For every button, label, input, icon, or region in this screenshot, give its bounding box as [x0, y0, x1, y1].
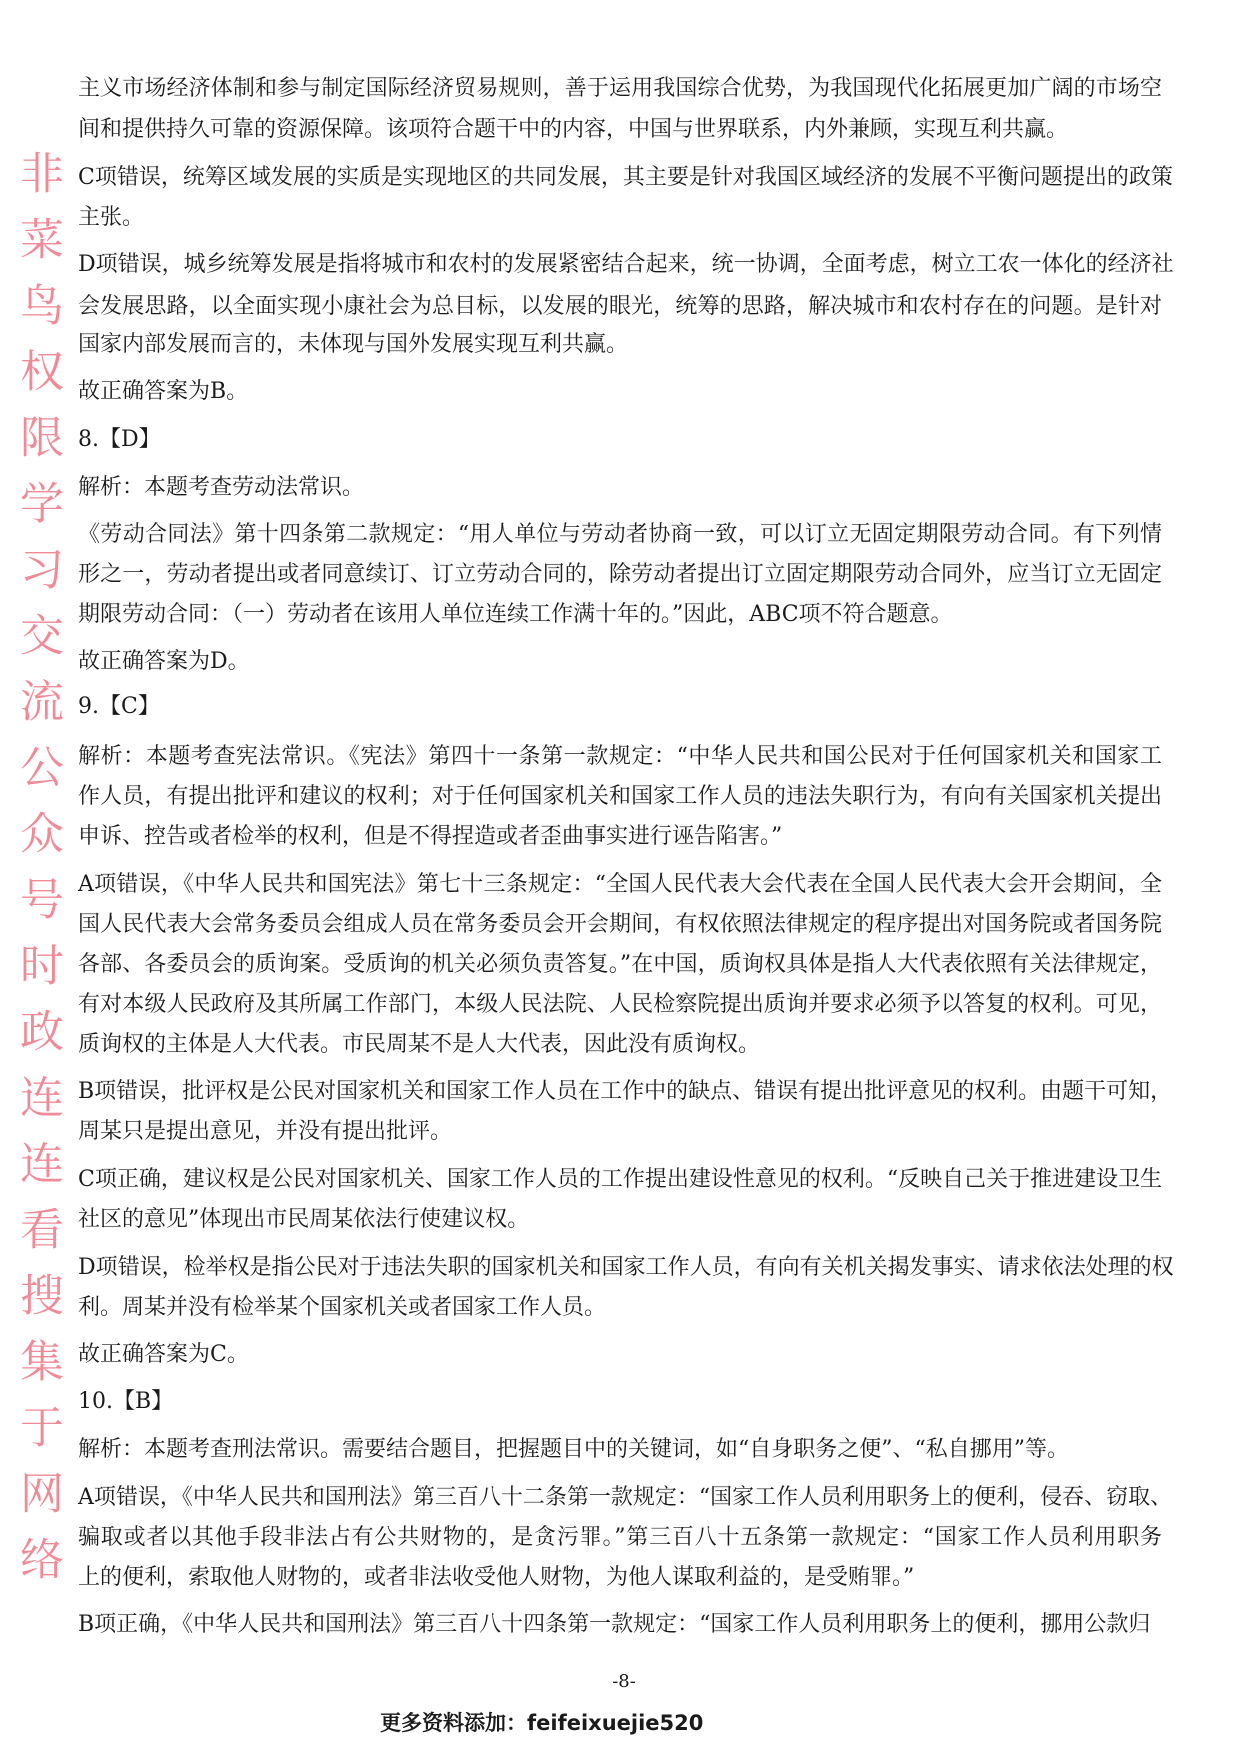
text-line: A项错误，《中华人民共和国宪法》第七十三条规定：“全国人民代表大会代表在全国人民代表大会开会期间，全 — [78, 872, 1162, 897]
text-line: 主张。 — [78, 205, 145, 230]
text-line: 国人民代表大会常务委员会组成人员在常务委员会开会期间，有权依照法律规定的程序提出对国务院或者国务院 — [78, 912, 1162, 937]
footer-contact-note: 更多资料添加：feifeixuejie520 — [380, 1711, 704, 1735]
text-line: 故正确答案为C。 — [78, 1342, 249, 1367]
text-line: 10.【B】 — [78, 1389, 174, 1414]
text-line: C项正确，建议权是公民对国家机关、国家工作人员的工作提出建设性意见的权利。“反映自己关于推进建设卫生 — [78, 1167, 1163, 1192]
text-line: 8.【D】 — [78, 427, 161, 452]
text-line: 主义市场经济体制和参与制定国际经济贸易规则，善于运用我国综合优势，为我国现代化拓展更加广阔的市场空 — [78, 76, 1162, 101]
text-line: C项错误，统筹区域发展的实质是实现地区的共同发展，其主要是针对我国区域经济的发展不平衡问题提出的政策 — [78, 165, 1173, 190]
text-line: 故正确答案为D。 — [78, 649, 250, 674]
text-line: 骗取或者以其他手段非法占有公共财物的，是贪污罪。”第三百八十五条第一款规定：“国家工作人员利用职务 — [78, 1525, 1162, 1550]
text-line: 周某只是提出意见，并没有提出批评。 — [78, 1119, 453, 1144]
text-line: B项正确，《中华人民共和国刑法》第三百八十四条第一款规定：“国家工作人员利用职务上的便利，挪用公款归 — [78, 1612, 1151, 1637]
text-line: 有对本级人民政府及其所属工作部门，本级人民法院、人民检察院提出质询并要求必须予以答复的权利。可见， — [78, 992, 1162, 1017]
text-line: 上的便利，索取他人财物的，或者非法收受他人财物，为他人谋取利益的，是受贿罪。” — [78, 1565, 915, 1590]
text-line: A项错误，《中华人民共和国刑法》第三百八十二条第一款规定：“国家工作人员利用职务上的便利，侵吞、窃取、 — [78, 1485, 1173, 1510]
text-line: 间和提供持久可靠的资源保障。该项符合题干中的内容，中国与世界联系，内外兼顾，实现互利共赢。 — [78, 117, 1069, 142]
text-line: 社区的意见”体现出市民周某依法行使建议权。 — [78, 1207, 530, 1232]
page-number: -8- — [612, 1671, 636, 1692]
text-line: 解析：本题考查宪法常识。《宪法》第四十一条第一款规定：“中华人民共和国公民对于任何国家机关和国家工 — [78, 744, 1162, 769]
text-line: 各部、各委员会的质询案。受质询的机关必须负责答复。”在中国，质询权具体是指人大代表依照有关法律规定， — [78, 952, 1162, 977]
text-line: D项错误，检举权是指公民对于违法失职的国家机关和国家工作人员，有向有关机关揭发事实、请求依法处理的权 — [78, 1255, 1174, 1280]
text-line: 申诉、控告或者检举的权利，但是不得捏造或者歪曲事实进行诬告陷害。” — [78, 824, 783, 849]
text-line: 形之一，劳动者提出或者同意续订、订立劳动合同的，除劳动者提出订立固定期限劳动合同外，应当订立无固定 — [78, 562, 1162, 587]
text-line: 9.【C】 — [78, 694, 160, 719]
text-line: 质询权的主体是人大代表。市民周某不是人大代表，因此没有质询权。 — [78, 1032, 761, 1057]
text-line: 解析：本题考查劳动法常识。 — [78, 475, 365, 500]
text-line: 国家内部发展而言的，未体现与国外发展实现互利共赢。 — [78, 332, 629, 357]
text-line: 作人员，有提出批评和建议的权利；对于任何国家机关和国家工作人员的违法失职行为，有向有关国家机关提出 — [78, 784, 1162, 809]
text-line: 《劳动合同法》第十四条第二款规定：“用人单位与劳动者协商一致，可以订立无固定期限劳动合同。有下列情 — [78, 522, 1162, 547]
text-line: 会发展思路，以全面实现小康社会为总目标，以发展的眼光，统筹的思路，解决城市和农村存在的问题。是针对 — [78, 294, 1162, 319]
watermark: 非菜鸟权限学习交流公众号时政连连看搜集于网络 — [12, 150, 63, 1602]
text-line: B项错误，批评权是公民对国家机关和国家工作人员在工作中的缺点、错误有提出批评意见的权利。由题干可知， — [78, 1079, 1173, 1104]
text-line: 期限劳动合同：（一）劳动者在该用人单位连续工作满十年的。”因此，ABC项不符合题意。 — [78, 602, 953, 627]
text-line: D项错误，城乡统筹发展是指将城市和农村的发展紧密结合起来，统一协调，全面考虑，树立工农一体化的经济社 — [78, 252, 1174, 277]
text-line: 故正确答案为B。 — [78, 379, 249, 404]
text-line: 解析：本题考查刑法常识。需要结合题目，把握题目中的关键词，如“自身职务之便”、“私自挪用”等。 — [78, 1437, 1069, 1462]
text-line: 利。周某并没有检举某个国家机关或者国家工作人员。 — [78, 1295, 607, 1320]
